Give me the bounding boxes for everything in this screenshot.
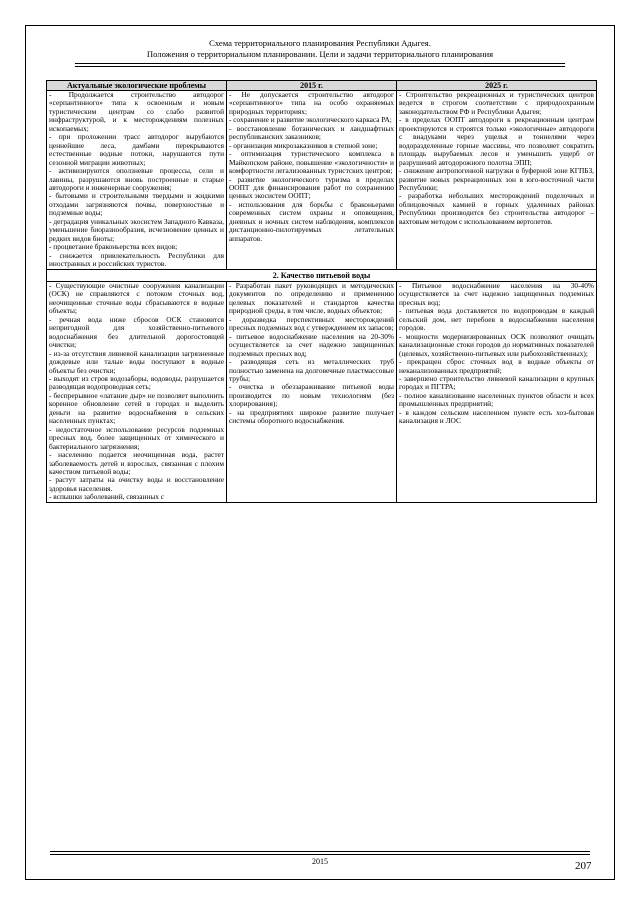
footer-rule bbox=[50, 851, 590, 852]
list-item: - снижение антропогенной нагрузки в буферной зоне КГПБЗ, развитие новых рекреационных зон в юго-восточной части Республики; bbox=[399, 166, 594, 192]
list-item: - мощности модернизированных ОСК позволяют очищать канализационные стоки городов до нормативных показателей (целевых, хозяйственно-питьевых или рыбохозяйственных); bbox=[399, 331, 594, 358]
list-item: - развитие экологического туризма в пределах ООПТ для финансирования работ по сохранению ценных экосистем ООПТ; bbox=[229, 174, 394, 201]
list-item: - процветание браконьерства всех видов; bbox=[49, 242, 178, 252]
list-item: - беспрерывное «латание дыр» не позволяет выполнить коренное обновление сетей в городах и выделить деньги на развитие водоснабжения в сельских населенных пунктах; bbox=[49, 390, 224, 426]
header-rule-thin bbox=[75, 66, 565, 67]
section1-problems-cell bbox=[47, 91, 227, 270]
section1-2015-cell bbox=[227, 91, 397, 270]
list-item: - восстановление ботанических и ландшафтных республиканских заказников; bbox=[229, 123, 394, 142]
list-item: - в каждом сельском населенном пункте есть хоз-бытовая канализация и ЛОС bbox=[399, 407, 594, 426]
section2-2015-cell bbox=[227, 282, 397, 503]
list-item: - питьевое водоснабжение населения на 20-30% осуществляется за счет надежно защищенных подземных пресных вод; bbox=[229, 331, 394, 358]
list-item: - использования для борьбы с браконьерами современных систем охраны и оповещения, дневных и ночных систем наблюдения, комплексов дистанционно-пилотируемых летательных аппаратов. bbox=[229, 199, 394, 243]
section2-2025-cell bbox=[397, 282, 597, 503]
column-header-problems: Актуальные экологические проблемы bbox=[47, 81, 227, 91]
list-item: - организация микрозаказников в степной зоне; bbox=[229, 140, 378, 150]
table-row bbox=[47, 91, 597, 270]
list-item: - на предприятиях широкое развитие получает системы оборотного водоснабжения. bbox=[229, 407, 394, 426]
list-item: - Продолжается строительство автодорог «серпантинного» типа к освоенным и новым туристическим центрам со слабо развитой инфраструктурой, и к месторождениям полезных ископаемых; bbox=[49, 90, 224, 133]
header-line-1: Схема территориального планирования Республики Адыгея. bbox=[209, 38, 431, 48]
footer-year: 2015 bbox=[312, 857, 328, 866]
list-item: - недостаточное использование ресурсов подземных пресных вод, более защищенных от химического и бактериального загрязнения; bbox=[49, 424, 224, 451]
page-number: 207 bbox=[575, 860, 592, 872]
table-header-row bbox=[47, 81, 597, 91]
list-item: - речная вода ниже сбросов ОСК становится непригодной для хозяйственно-питьевого водоснабжения без длительной дорогостоящей очистки; bbox=[49, 314, 224, 350]
goals-table bbox=[46, 80, 597, 503]
section1-2025-cell bbox=[397, 91, 597, 270]
list-item: - растут затраты на очистку воды и восстановление здоровья населения. bbox=[49, 475, 224, 493]
list-item: - оптимизация туристического комплекса в Майкопском районе, повышение «экологичности» и комфортности легализованных туристских центров; bbox=[229, 149, 394, 176]
list-item: - Разработан пакет руководящих и методических документов по определению и применению целевых показателей и стандартов качества природной среды, в том числе, водных объектов; bbox=[229, 281, 394, 316]
list-item: - бытовыми и строительными твердыми и жидкими отходами загрязняются почвы, поверхностные и подземные воды; bbox=[49, 191, 224, 218]
list-item: - деградация уникальных экосистем Западного Кавказа, уменьшение биоразнообразия, исчезновение ценных и редких видов биоты; bbox=[49, 216, 224, 243]
list-item: - питьевая вода доставляется по водопроводам в каждый сельский дом, нет перебоев в водоснабжении населения городов. bbox=[399, 306, 594, 333]
list-item: - прекращен сброс сточных вод в водные объекты от неканализованных предприятий; bbox=[399, 357, 594, 375]
list-item: - разработка небольших месторождений поделочных и облицовочных камней в горных удаленных районах Республики производится без строительства автодорог – вахтовым методом с использованием вертолетов. bbox=[399, 191, 594, 226]
list-item: - активизируются оползневые процессы, сели и лавины, разрушаются вновь построенные и старые автодороги и инженерные сооружения; bbox=[49, 166, 224, 192]
page-header bbox=[25, 38, 615, 60]
header-rule bbox=[75, 63, 565, 64]
list-item: - завершено строительство ливневой канализации в крупных городах и ПГТРА; bbox=[399, 374, 594, 392]
list-item: - вспышки заболеваний, связанных с bbox=[49, 492, 165, 502]
list-item: - Питьевое водоснабжение населения на 30-40% осуществляется за счет надежно защищенных подземных пресных вод; bbox=[399, 281, 594, 307]
list-item: - очистка и обеззараживание питьевой воды производится по новым технологиям (без хлорирования); bbox=[229, 382, 394, 409]
list-item: - доразведка перспективных месторождений пресных подземных вод с утверждением их запасов; bbox=[229, 314, 394, 333]
table-row bbox=[47, 282, 597, 503]
footer-rule-thin bbox=[50, 854, 590, 855]
list-item: - Не допускается строительство автодорог «серпантинного» типа на особо охраняемых природных территориях; bbox=[229, 90, 394, 116]
list-item: - снижается привлекательность Республики для иностранных и российских туристов. bbox=[49, 250, 224, 269]
list-item: - полное канализование населенных пунктов области и всех промышленных предприятий; bbox=[399, 390, 594, 409]
column-header-2025: 2025 г. bbox=[397, 81, 597, 91]
list-item: - сохранение и развитие экологического каркаса РА; bbox=[229, 115, 392, 125]
header-line-2: Положения о территориальном планировании. Цели и задачи территориального планирования bbox=[146, 49, 494, 59]
list-item: - выходят из строя водозаборы, водоводы, разрушается разводящая водопроводная сеть; bbox=[49, 374, 224, 392]
list-item: - при проложении трасс автодорог вырубаются ценнейшие леса, дамбами перекрываются естественные водные потоки, нарушаются пути сезонной миграции животных; bbox=[49, 132, 224, 167]
column-header-2015: 2015 г. bbox=[227, 81, 397, 91]
section2-problems-cell bbox=[47, 282, 227, 503]
list-item: - Строительство рекреационных и туристических центров ведется в строгом соответствии с природоохранным законодательством РФ и Республики Адыгея; bbox=[399, 90, 594, 116]
list-item: - из-за отсутствия ливневой канализации загрязненные дождевые или талые воды поступают в водные объекты без очистки; bbox=[49, 348, 224, 375]
section2-title: 2. Качество питьевой воды bbox=[47, 269, 597, 282]
list-item: - населению подается неочищенная вода, растет заболеваемость детей и взрослых, связанная с плохим качеством питьевой воды; bbox=[49, 450, 224, 476]
list-item: - разводящая сеть из металлических труб полностью заменена на долговечные пластмассовые трубы; bbox=[229, 357, 394, 383]
list-item: - в пределах ООПТ автодороги к рекреационным центрам проектируются и строятся только «экологичные» автодороги с виадуками через ущелья и тоннелями через водоразделенные горные массивы, что позволяет сократить площадь вырубаемых лесов и уменьшить ущерб от разрушений автодорожного полотна ЭПП; bbox=[399, 115, 594, 167]
list-item: - Существующие очистные сооружения канализации (ОСК) не справляются с потоком сточных вод, неочищенные сточные воды сбрасываются в водные объекты; bbox=[49, 281, 224, 316]
section-title-row bbox=[47, 269, 597, 282]
